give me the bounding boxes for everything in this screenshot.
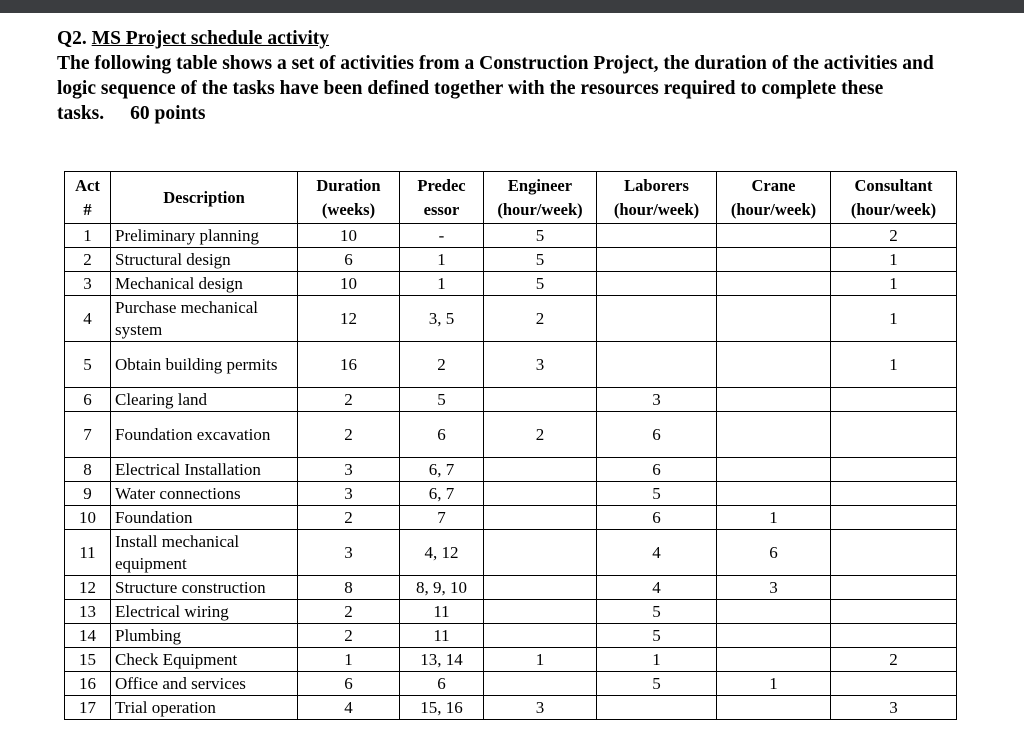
cell-laborers — [597, 296, 717, 342]
table-row — [65, 482, 957, 506]
cell-consultant: 2 — [831, 224, 957, 248]
cell-engineer — [484, 388, 597, 412]
cell-act: 2 — [65, 248, 111, 272]
cell-consultant: 1 — [831, 342, 957, 388]
header-duration: Duration (weeks) — [298, 172, 400, 224]
cell-laborers: 4 — [597, 530, 717, 576]
cell-crane — [717, 696, 831, 720]
table-row — [65, 296, 957, 342]
cell-consultant: 2 — [831, 648, 957, 672]
cell-predecessor: 11 — [400, 624, 484, 648]
table-row — [65, 600, 957, 624]
cell-consultant: 1 — [831, 272, 957, 296]
cell-description: Preliminary planning — [111, 224, 298, 248]
cell-duration: 6 — [298, 672, 400, 696]
cell-description: Structure construction — [111, 576, 298, 600]
cell-engineer: 5 — [484, 272, 597, 296]
cell-laborers: 4 — [597, 576, 717, 600]
cell-predecessor: 6, 7 — [400, 482, 484, 506]
cell-description: Electrical Installation — [111, 458, 298, 482]
cell-crane: 3 — [717, 576, 831, 600]
cell-crane — [717, 388, 831, 412]
cell-consultant — [831, 672, 957, 696]
table-row — [65, 624, 957, 648]
cell-crane — [717, 248, 831, 272]
table-row — [65, 696, 957, 720]
cell-laborers — [597, 272, 717, 296]
cell-laborers: 6 — [597, 412, 717, 458]
cell-crane — [717, 342, 831, 388]
cell-engineer — [484, 482, 597, 506]
cell-act: 12 — [65, 576, 111, 600]
cell-engineer — [484, 530, 597, 576]
cell-act: 3 — [65, 272, 111, 296]
cell-laborers — [597, 696, 717, 720]
cell-description: Obtain building permits — [111, 342, 298, 388]
question-text: The following table shows a set of activities from a Construction Project, the duration of the activities and logic sequence of the tasks have been defined together with the resources required to complete these tasks. — [57, 53, 934, 124]
table-header-row — [65, 172, 957, 224]
cell-crane — [717, 272, 831, 296]
cell-predecessor: 15, 16 — [400, 696, 484, 720]
cell-consultant — [831, 576, 957, 600]
cell-description: Install mechanical equipment — [111, 530, 298, 576]
table-row — [65, 530, 957, 576]
cell-laborers: 1 — [597, 648, 717, 672]
cell-laborers: 5 — [597, 482, 717, 506]
cell-consultant: 1 — [831, 296, 957, 342]
cell-description: Trial operation — [111, 696, 298, 720]
cell-act: 5 — [65, 342, 111, 388]
cell-engineer: 2 — [484, 296, 597, 342]
cell-description: Plumbing — [111, 624, 298, 648]
cell-act: 14 — [65, 624, 111, 648]
cell-predecessor: 1 — [400, 272, 484, 296]
cell-duration: 10 — [298, 224, 400, 248]
cell-predecessor: 3, 5 — [400, 296, 484, 342]
cell-crane — [717, 600, 831, 624]
cell-act: 11 — [65, 530, 111, 576]
cell-act: 13 — [65, 600, 111, 624]
cell-predecessor: 5 — [400, 388, 484, 412]
question-heading — [57, 26, 957, 51]
cell-act: 10 — [65, 506, 111, 530]
cell-laborers — [597, 342, 717, 388]
cell-consultant — [831, 458, 957, 482]
cell-act: 4 — [65, 296, 111, 342]
cell-engineer — [484, 624, 597, 648]
header-crane: Crane (hour/week) — [717, 172, 831, 224]
cell-duration: 2 — [298, 600, 400, 624]
cell-engineer — [484, 600, 597, 624]
question-block — [57, 26, 957, 126]
cell-act: 7 — [65, 412, 111, 458]
question-body — [57, 51, 957, 126]
cell-laborers: 5 — [597, 624, 717, 648]
cell-duration: 8 — [298, 576, 400, 600]
cell-predecessor: 8, 9, 10 — [400, 576, 484, 600]
table-row — [65, 342, 957, 388]
cell-predecessor: 6 — [400, 412, 484, 458]
table-row — [65, 224, 957, 248]
cell-laborers: 3 — [597, 388, 717, 412]
cell-description: Mechanical design — [111, 272, 298, 296]
cell-description: Purchase mechanical system — [111, 296, 298, 342]
cell-act: 16 — [65, 672, 111, 696]
cell-consultant — [831, 600, 957, 624]
cell-act: 8 — [65, 458, 111, 482]
cell-consultant: 3 — [831, 696, 957, 720]
table-row — [65, 272, 957, 296]
cell-laborers — [597, 248, 717, 272]
cell-act: 1 — [65, 224, 111, 248]
cell-laborers: 5 — [597, 672, 717, 696]
cell-duration: 10 — [298, 272, 400, 296]
cell-engineer — [484, 576, 597, 600]
cell-crane — [717, 224, 831, 248]
cell-consultant — [831, 506, 957, 530]
cell-duration: 1 — [298, 648, 400, 672]
table-row — [65, 672, 957, 696]
cell-consultant — [831, 624, 957, 648]
cell-predecessor: - — [400, 224, 484, 248]
cell-duration: 2 — [298, 388, 400, 412]
cell-engineer: 1 — [484, 648, 597, 672]
cell-crane — [717, 624, 831, 648]
cell-act: 17 — [65, 696, 111, 720]
cell-description: Check Equipment — [111, 648, 298, 672]
header-description: Description — [111, 172, 298, 224]
cell-consultant: 1 — [831, 248, 957, 272]
table-row — [65, 412, 957, 458]
cell-description: Clearing land — [111, 388, 298, 412]
cell-act: 9 — [65, 482, 111, 506]
cell-consultant — [831, 530, 957, 576]
header-laborers: Laborers (hour/week) — [597, 172, 717, 224]
cell-crane: 1 — [717, 506, 831, 530]
cell-engineer: 2 — [484, 412, 597, 458]
cell-duration: 3 — [298, 530, 400, 576]
cell-laborers: 6 — [597, 458, 717, 482]
cell-duration: 2 — [298, 412, 400, 458]
cell-crane — [717, 412, 831, 458]
cell-predecessor: 2 — [400, 342, 484, 388]
cell-duration: 2 — [298, 624, 400, 648]
cell-crane — [717, 296, 831, 342]
cell-crane — [717, 482, 831, 506]
cell-engineer: 5 — [484, 248, 597, 272]
cell-engineer: 3 — [484, 696, 597, 720]
cell-crane — [717, 648, 831, 672]
cell-description: Foundation — [111, 506, 298, 530]
top-bar — [0, 0, 1024, 13]
cell-engineer — [484, 458, 597, 482]
table-row — [65, 506, 957, 530]
cell-description: Water connections — [111, 482, 298, 506]
cell-crane: 1 — [717, 672, 831, 696]
cell-predecessor: 6 — [400, 672, 484, 696]
cell-predecessor: 13, 14 — [400, 648, 484, 672]
cell-laborers — [597, 224, 717, 248]
cell-description: Electrical wiring — [111, 600, 298, 624]
cell-duration: 6 — [298, 248, 400, 272]
cell-laborers: 5 — [597, 600, 717, 624]
cell-act: 6 — [65, 388, 111, 412]
cell-predecessor: 11 — [400, 600, 484, 624]
cell-consultant — [831, 388, 957, 412]
cell-duration: 4 — [298, 696, 400, 720]
header-engineer: Engineer (hour/week) — [484, 172, 597, 224]
table-row — [65, 458, 957, 482]
cell-duration: 16 — [298, 342, 400, 388]
table-row — [65, 388, 957, 412]
cell-engineer: 3 — [484, 342, 597, 388]
table-row — [65, 576, 957, 600]
cell-act: 15 — [65, 648, 111, 672]
cell-consultant — [831, 482, 957, 506]
cell-duration: 2 — [298, 506, 400, 530]
question-points: 60 points — [130, 103, 206, 124]
question-title: MS Project schedule activity — [91, 28, 330, 49]
table-row — [65, 248, 957, 272]
header-act: Act # — [65, 172, 111, 224]
cell-duration: 12 — [298, 296, 400, 342]
cell-description: Foundation excavation — [111, 412, 298, 458]
cell-duration: 3 — [298, 458, 400, 482]
header-predecessor: Predec essor — [400, 172, 484, 224]
cell-engineer — [484, 672, 597, 696]
table-row — [65, 648, 957, 672]
cell-predecessor: 6, 7 — [400, 458, 484, 482]
question-number: Q2. — [57, 28, 87, 49]
cell-duration: 3 — [298, 482, 400, 506]
cell-description: Office and services — [111, 672, 298, 696]
activities-table — [64, 171, 957, 720]
cell-predecessor: 7 — [400, 506, 484, 530]
header-consultant: Consultant (hour/week) — [831, 172, 957, 224]
cell-engineer: 5 — [484, 224, 597, 248]
cell-predecessor: 4, 12 — [400, 530, 484, 576]
cell-laborers: 6 — [597, 506, 717, 530]
cell-engineer — [484, 506, 597, 530]
cell-predecessor: 1 — [400, 248, 484, 272]
cell-crane: 6 — [717, 530, 831, 576]
cell-crane — [717, 458, 831, 482]
cell-description: Structural design — [111, 248, 298, 272]
cell-consultant — [831, 412, 957, 458]
